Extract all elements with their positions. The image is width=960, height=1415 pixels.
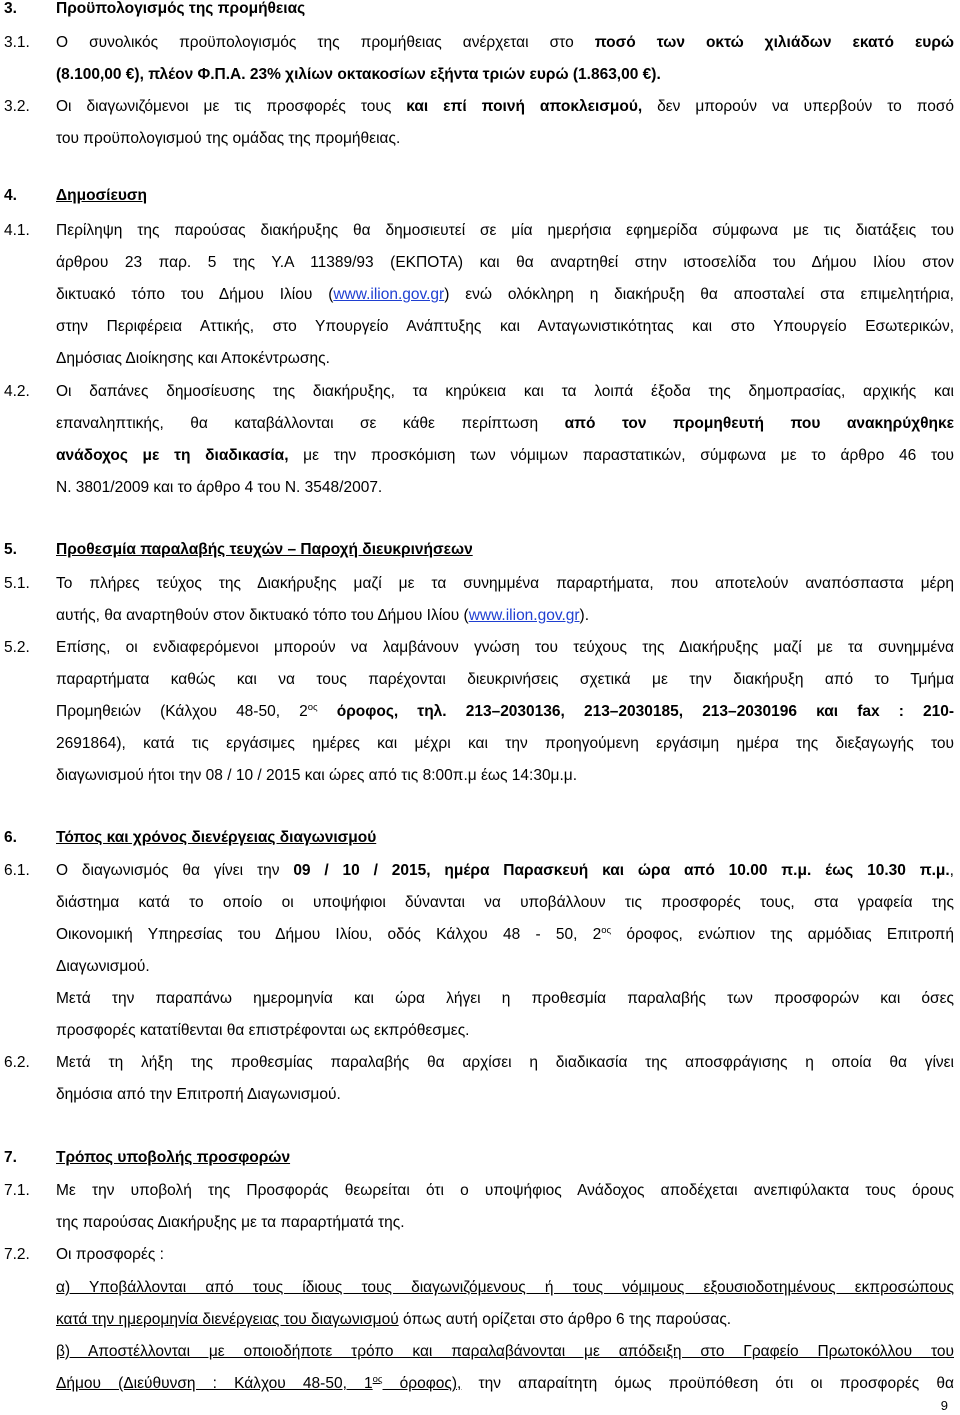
text-run-bold: ποσό των οκτώ χιλιάδων εκατό ευρώ bbox=[594, 34, 955, 51]
para-7-2-item-b bbox=[56, 1375, 954, 1393]
para-5-1-line: Το πλήρες τεύχος της Διακήρυξης μαζί με τα συνημμένα παραρτήματα, που αποτελούν αναπόσπαστα μέρη bbox=[56, 575, 954, 592]
text-run: δεν μπορούν να υπερβούν το ποσό bbox=[642, 98, 955, 115]
para-6-1-number: 6.1. bbox=[4, 862, 30, 879]
para-4-2-number: 4.2. bbox=[4, 383, 30, 400]
para-5-1-number: 5.1. bbox=[4, 575, 30, 592]
section-5-title: Προθεσμία παραλαβής τευχών – Παροχή διευκρινήσεων bbox=[56, 541, 473, 558]
section-7-number: 7. bbox=[4, 1149, 17, 1166]
text-run: με την προσκόμιση των νόμιμων παραστατικών, σύμφωνα με το άρθρο 46 του bbox=[288, 447, 954, 464]
text-run-bold: όροφος, τηλ. 213–2030136, 213–2030185, 213–2030196 και fax : 210- bbox=[317, 703, 954, 720]
para-4-2-line bbox=[56, 447, 954, 465]
text-run: , bbox=[949, 862, 954, 879]
para-5-2-line: παραρτήματα καθώς και να τους παρέχονται διευκρινήσεις σχετικά με την διακήρυξη από το Τμήμα bbox=[56, 671, 954, 688]
para-6-2-number: 6.2. bbox=[4, 1054, 30, 1071]
para-4-1-line: άρθρου 23 παρ. 5 της Υ.Α 11389/93 (ΕΚΠΟΤΑ) και θα αναρτηθεί στην ιστοσελίδα του Δήμου Ιλίου στον bbox=[56, 254, 954, 271]
para-5-2-line: 2691864), κατά τις εργάσιμες ημέρες και μέχρι και την προηγούμενη εργάσιμη ημέρα της διεξαγωγής του bbox=[56, 735, 954, 752]
section-3-number: 3. bbox=[4, 0, 17, 17]
superscript: ος bbox=[372, 1374, 383, 1385]
para-7-2-item-a bbox=[56, 1311, 731, 1329]
website-link[interactable]: www.ilion.gov.gr bbox=[468, 607, 580, 624]
page-number: 9 bbox=[940, 1398, 948, 1413]
text-run-underlined: κατά την ημερομηνία διενέργειας του διαγωνισμού bbox=[56, 1311, 399, 1328]
para-6-1-line: Μετά την παραπάνω ημερομηνία και ώρα λήγει η προθεσμία παραλαβής των προσφορών και όσες bbox=[56, 990, 954, 1007]
para-5-2-number: 5.2. bbox=[4, 639, 30, 656]
para-6-2-line: δημόσια από την Επιτροπή Διαγωνισμού. bbox=[56, 1086, 341, 1103]
text-run: Ο συνολικός προϋπολογισμός της προμήθειας ανέρχεται στο bbox=[56, 34, 595, 51]
text-run: όπως αυτή ορίζεται στο άρθρο 6 της παρούσας. bbox=[398, 1311, 732, 1328]
text-run: ) ενώ ολόκληρη η διακήρυξη θα αποσταλεί στα επιμελητήρια, bbox=[444, 286, 954, 303]
para-5-2-line: διαγωνισμού ήτοι την 08 / 10 / 2015 και ώρες από τις 8:00π.μ έως 14:30μ.μ. bbox=[56, 767, 578, 784]
para-5-2-line: Επίσης, οι ενδιαφερόμενοι μπορούν να λαμβάνουν γνώση του τεύχους της Διακήρυξης μαζί με τα συνημμένα bbox=[56, 639, 954, 656]
para-6-1-line bbox=[56, 862, 954, 880]
section-4-number: 4. bbox=[4, 187, 17, 204]
section-4-title: Δημοσίευση bbox=[56, 187, 147, 204]
para-4-2-line: Ν. 3801/2009 και το άρθρο 4 του Ν. 3548/2007. bbox=[56, 479, 383, 496]
para-4-1-line bbox=[56, 286, 954, 304]
para-6-2-line: Μετά τη λήξη της προθεσμίας παραλαβής θα αρχίσει η διαδικασία της αποσφράγισης η οποία θα γίνει bbox=[56, 1054, 954, 1071]
para-4-2-line: Οι δαπάνες δημοσίευσης της διακήρυξης, τα κηρύκεια και τα λοιπά έξοδα της δημοπρασίας, αρχικής και bbox=[56, 383, 954, 400]
text-run: δικτυακό τόπο του Δήμου Ιλίου ( bbox=[56, 286, 334, 303]
para-3-2-line: του προϋπολογισμού της ομάδας της προμήθειας. bbox=[56, 130, 401, 147]
superscript: ος bbox=[307, 702, 318, 713]
text-run-underlined: όροφος), bbox=[382, 1375, 462, 1392]
para-4-1-line: στην Περιφέρεια Αττικής, στο Υπουργείο Ανάπτυξης και Ανταγωνιστικότητας και στο Υπουργείο Εσωτερικών, bbox=[56, 318, 954, 335]
para-3-2-line bbox=[56, 98, 954, 116]
para-5-1-line bbox=[56, 607, 589, 625]
para-4-2-line bbox=[56, 415, 954, 433]
superscript: ος bbox=[601, 925, 612, 936]
text-run: όροφος, ενώπιον της αρμόδιας Επιτροπή bbox=[611, 926, 954, 943]
para-3-1-number: 3.1. bbox=[4, 34, 30, 51]
text-run: Οικονομική Υπηρεσίας του Δήμου Ιλίου, οδός Κάλχου 48 - 50, 2 bbox=[56, 926, 602, 943]
text-run: Ο διαγωνισμός θα γίνει την bbox=[56, 862, 294, 879]
para-5-2-line bbox=[56, 703, 954, 721]
text-run-bold: ανάδοχος με τη διαδικασία, bbox=[56, 447, 289, 464]
para-7-2-line: Οι προσφορές : bbox=[56, 1246, 164, 1263]
text-run-underlined: Δήμου (Διεύθυνση : Κάλχου 48-50, 1 bbox=[56, 1375, 373, 1392]
section-6-number: 6. bbox=[4, 829, 17, 846]
website-link[interactable]: www.ilion.gov.gr bbox=[333, 286, 445, 303]
text-run: ). bbox=[579, 607, 590, 624]
para-7-2-number: 7.2. bbox=[4, 1246, 30, 1263]
para-6-1-line bbox=[56, 926, 954, 944]
text-run-bold: από τον προμηθευτή που ανακηρύχθηκε bbox=[564, 415, 954, 432]
text-run-bold: 09 / 10 / 2015, ημέρα Παρασκευή και ώρα από 10.00 π.μ. έως 10.30 π.μ. bbox=[293, 862, 950, 879]
text-run-bold: και επί ποινή αποκλεισμού, bbox=[406, 98, 643, 115]
para-4-1-number: 4.1. bbox=[4, 222, 30, 239]
para-3-1-line: (8.100,00 €), πλέον Φ.Π.Α. 23% χιλίων οκτακοσίων εξήντα τριών ευρώ (1.863,00 €). bbox=[56, 66, 661, 83]
section-3-title: Προϋπολογισμός της προμήθειας bbox=[56, 0, 306, 17]
text-run: την απαραίτητη όμως προϋπόθεση ότι οι προσφορές θα bbox=[461, 1375, 954, 1392]
section-6-title: Τόπος και χρόνος διενέργειας διαγωνισμού bbox=[56, 829, 377, 846]
para-6-1-line: προσφορές κατατίθενται θα επιστρέφονται ως εκπρόθεσμες. bbox=[56, 1022, 470, 1039]
text-run: αυτής, θα αναρτηθούν στον δικτυακό τόπο του Δήμου Ιλίου ( bbox=[56, 607, 469, 624]
para-6-1-line: διάστημα κατά το οποίο οι υποψήφιοι δύνανται να υποβάλλουν τις προσφορές τους, στα γραφεία της bbox=[56, 894, 954, 911]
para-7-2-item-a: α) Υποβάλλονται από τους ίδιους τους διαγωνιζόμενους ή τους νόμιμους εξουσιοδοτημένους εκπροσώπους bbox=[56, 1279, 954, 1296]
para-7-1-line: της παρούσας Διακήρυξης με τα παραρτήματά της. bbox=[56, 1214, 405, 1231]
section-5-number: 5. bbox=[4, 541, 17, 558]
para-4-1-line: Περίληψη της παρούσας διακήρυξης θα δημοσιευτεί σε μία ημερήσια εφημερίδα σύμφωνα με τις διατάξεις του bbox=[56, 222, 954, 239]
para-3-1-line bbox=[56, 34, 954, 52]
section-7-title: Τρόπος υποβολής προσφορών bbox=[56, 1149, 291, 1166]
para-7-1-line: Με την υποβολή της Προσφοράς θεωρείται ότι ο υποψήφιος Ανάδοχος αποδέχεται ανεπιφύλακτα τους όρους bbox=[56, 1182, 954, 1199]
para-4-1-line: Δημόσιας Διοίκησης και Αποκέντρωσης. bbox=[56, 350, 330, 367]
para-3-2-number: 3.2. bbox=[4, 98, 30, 115]
text-run: Προμηθειών (Κάλχου 48-50, 2 bbox=[56, 703, 308, 720]
para-7-1-number: 7.1. bbox=[4, 1182, 30, 1199]
para-6-1-line: Διαγωνισμού. bbox=[56, 958, 150, 975]
para-7-2-item-b: β) Αποστέλλονται με οποιοδήποτε τρόπο και παραλαβάνονται με απόδειξη στο Γραφείο Πρωτοκόλλου του bbox=[56, 1343, 954, 1360]
text-run: επαναληπτικής, θα καταβάλλονται σε κάθε περίπτωση bbox=[56, 415, 565, 432]
text-run: Οι διαγωνιζόμενοι με τις προσφορές τους bbox=[56, 98, 407, 115]
